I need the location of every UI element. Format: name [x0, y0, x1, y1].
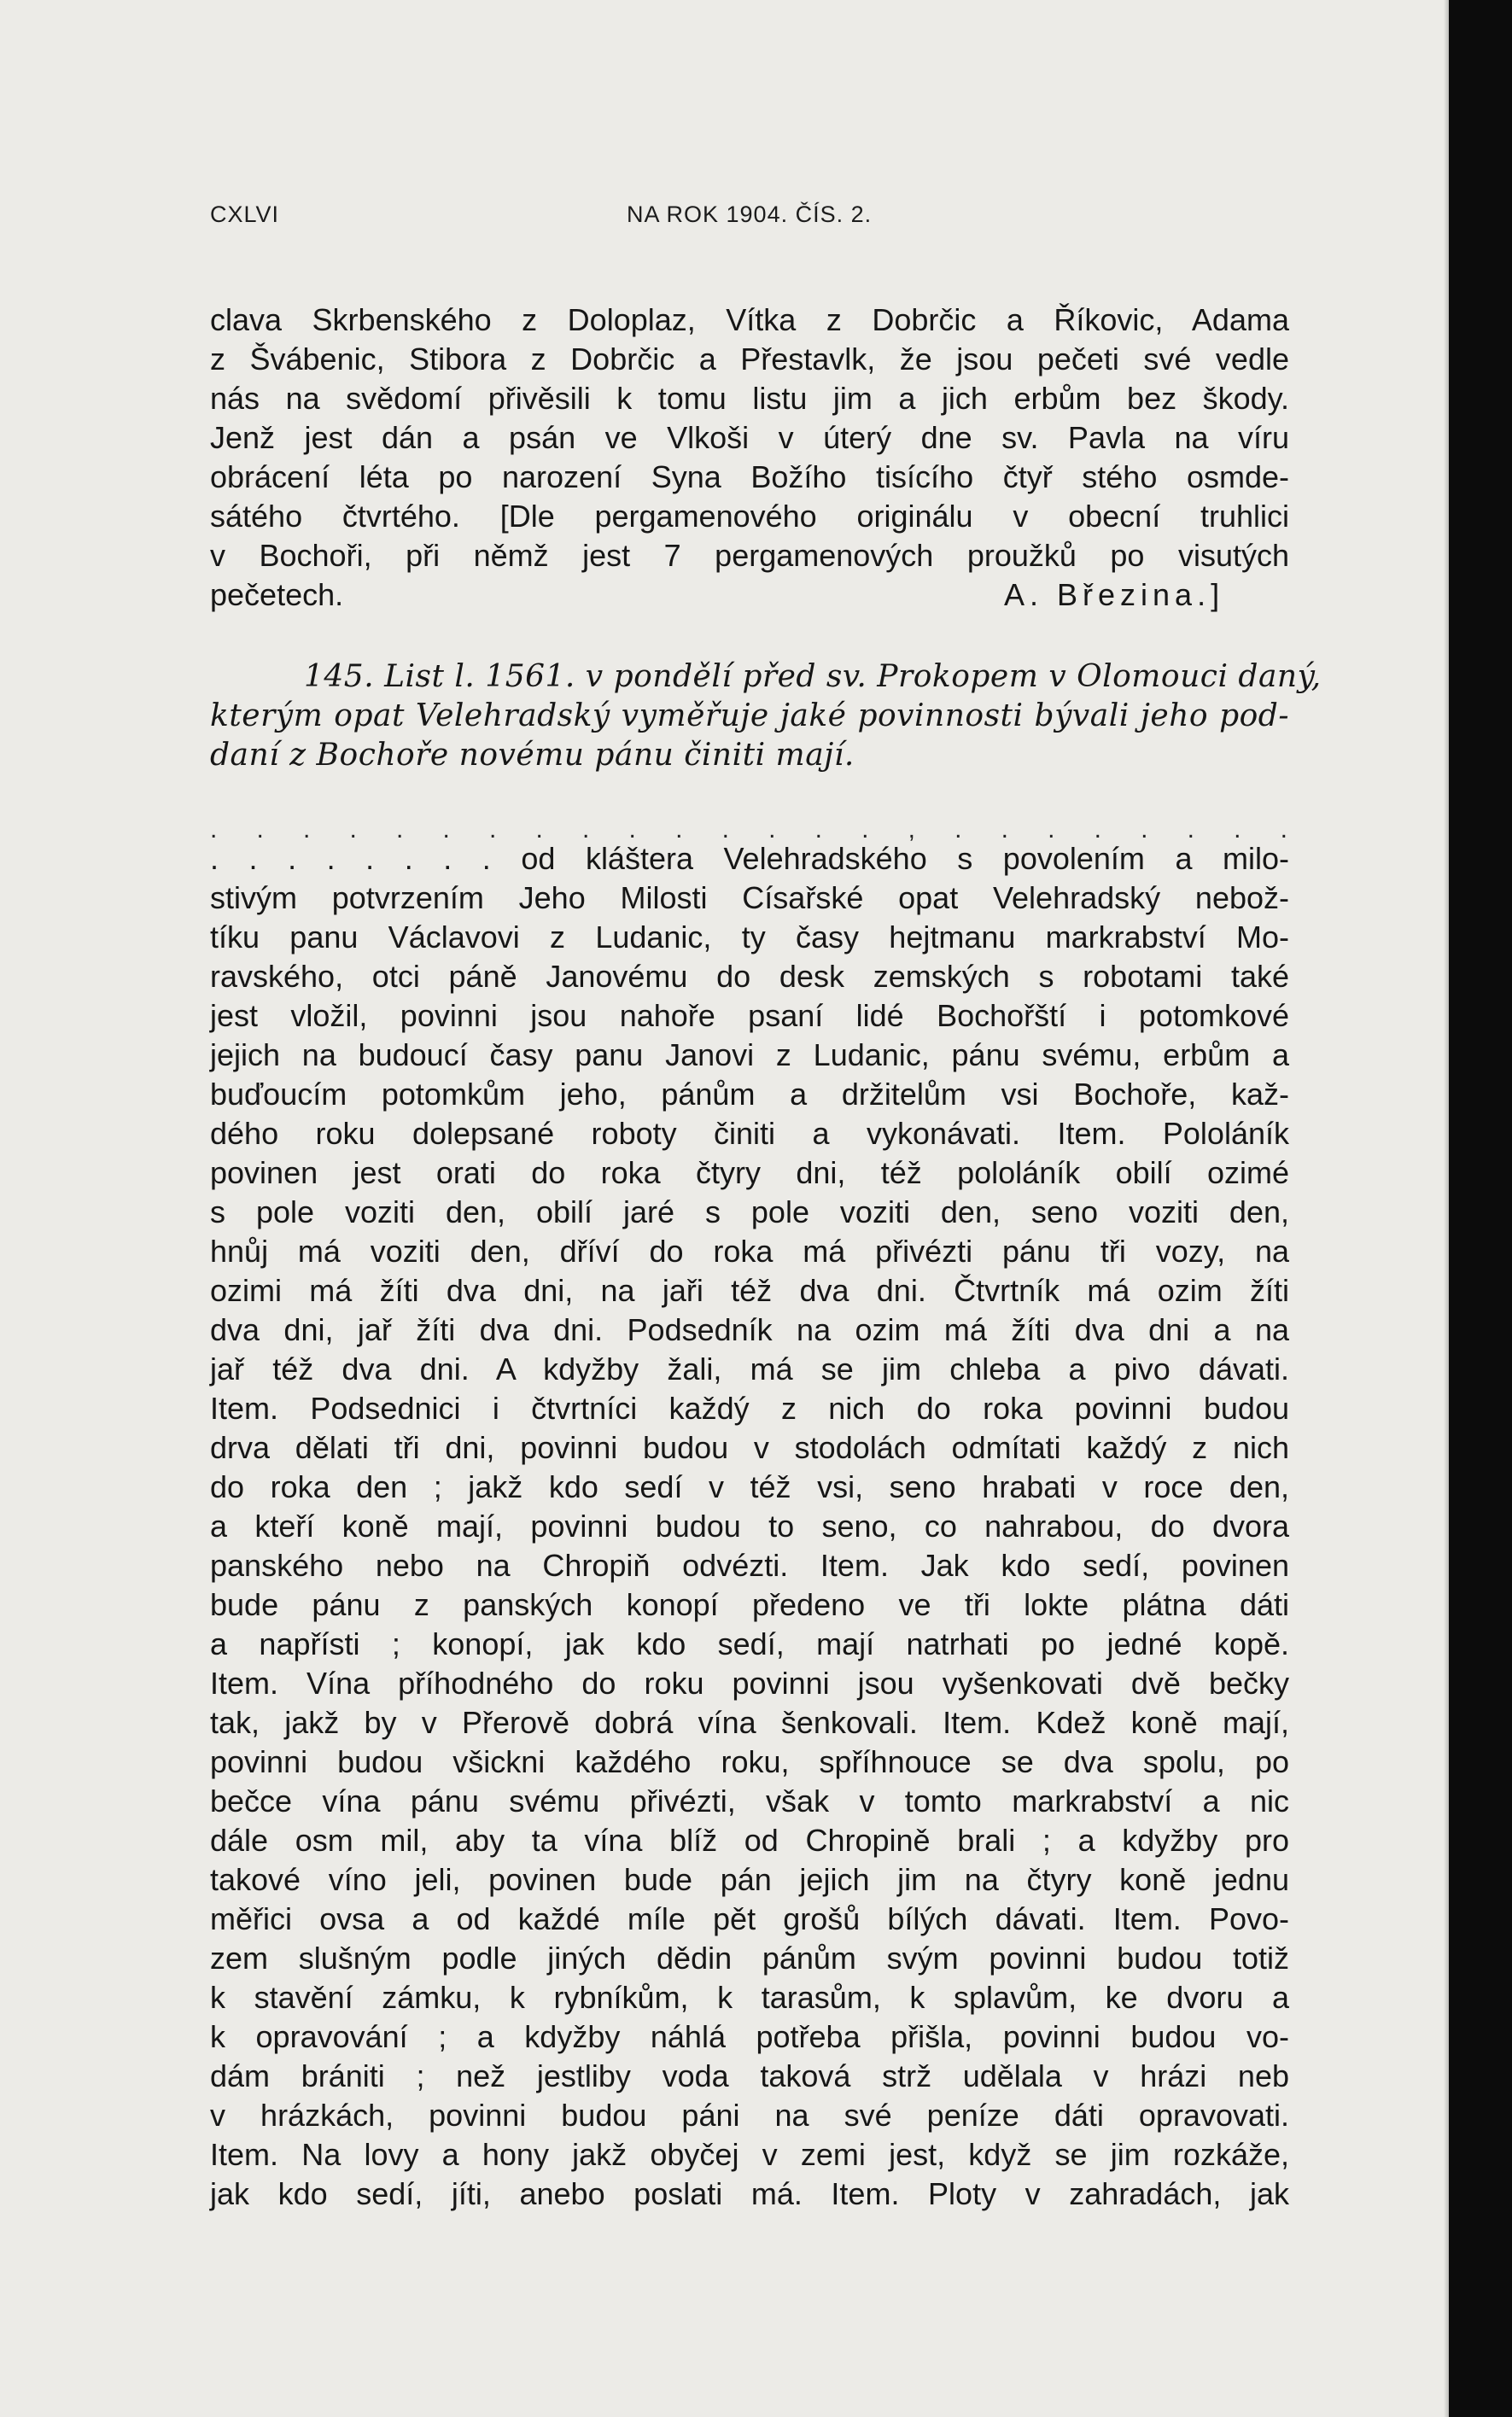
- text-line: ozimi má žíti dva dni, na jaři též dva dni. Čtvrtník má ozim žíti: [210, 1273, 1289, 1308]
- text-line: Item. Podsednici i čtvrtníci každý z nich do roka povinni budou: [210, 1391, 1289, 1426]
- main-paragraph: [210, 839, 1289, 2214]
- signature: A. Březina.]: [1004, 577, 1225, 612]
- text-line: sátého čtvrtého. [Dle pergamenového originálu v obecní truhlici: [210, 499, 1289, 534]
- text-line: k stavění zámku, k rybníkům, k tarasům, k splavům, ke dvoru a: [210, 1980, 1289, 2015]
- text-line: jest vložil, povinni jsou nahoře psaní lidé Bochořští i potomkové: [210, 998, 1289, 1033]
- continuation-paragraph: [210, 301, 1289, 615]
- text-line: jak kdo sedí, jíti, anebo poslati má. Item. Ploty v zahradách, jak: [210, 2176, 1289, 2211]
- text-line: dého roku dolepsané roboty činiti a vykonávati. Item. Pololáník: [210, 1116, 1289, 1151]
- text-line: stivým potvrzením Jeho Milosti Císařské opat Velehradský nebož-: [210, 880, 1289, 915]
- text-line: hnůj má voziti den, dříví do roka má přivézti pánu tři vozy, na: [210, 1234, 1289, 1269]
- running-header: [210, 201, 1289, 236]
- text-line: s pole voziti den, obilí jaré s pole voziti den, seno voziti den,: [210, 1194, 1289, 1229]
- text-line: tíku panu Václavovi z Ludanic, ty časy hejtmanu markrabství Mo-: [210, 920, 1289, 955]
- text-line: povinni budou všickni každého roku, spříhnouce se dva spolu, po: [210, 1744, 1289, 1779]
- text-line: povinen jest orati do roka čtyry dni, též pololáník obilí ozimé: [210, 1155, 1289, 1190]
- text-line: dám brániti ; než jestliby voda taková strž udělala v hrázi neb: [210, 2058, 1289, 2093]
- text-line: zem slušným podle jiných dědin pánům svým povinni budou totiž: [210, 1941, 1289, 1976]
- text-line: jař též dva dni. A kdyžby žali, má se jim chleba a pivo dávati.: [210, 1352, 1289, 1387]
- text-line: bude pánu z panských konopí předeno ve tři lokte plátna dáti: [210, 1587, 1289, 1622]
- ellipsis-row: . . . . . . . . . . . . . . . , . . . . . . . .: [210, 815, 1289, 844]
- text-line: Jenž jest dán a psán ve Vlkoši v úterý dne sv. Pavla na víru: [210, 420, 1289, 455]
- text-line: Item. Na lovy a hony jakž obyčej v zemi jest, když se jim rozkáže,: [210, 2137, 1289, 2172]
- text-line: dále osm mil, aby ta vína blíž od Chropině brali ; a kdyžby pro: [210, 1823, 1289, 1858]
- text-line: clava Skrbenského z Doloplaz, Vítka z Dobrčic a Říkovic, Adama: [210, 302, 1289, 337]
- text-line: v hrázkách, povinni budou páni na své peníze dáti opravovati.: [210, 2098, 1289, 2133]
- text-line: měřici ovsa a od každé míle pět grošů bílých dávati. Item. Povo-: [210, 1901, 1289, 1936]
- text-line: ravského, otci páně Janovému do desk zemských s robotami také: [210, 959, 1289, 994]
- text-line: takové víno jeli, povinen bude pán jejich jim na čtyry koně jednu: [210, 1862, 1289, 1897]
- text-line: panského nebo na Chropiň odvézti. Item. Jak kdo sedí, povinen: [210, 1548, 1289, 1583]
- text-line: v Bochoři, při němž jest 7 pergamenových proužků po visutých: [210, 538, 1289, 573]
- text-line: 145. List l. 1561. v pondělí před sv. Prokopem v Olomouci daný,: [304, 659, 1322, 694]
- last-line-text: pečetech.: [210, 577, 344, 612]
- text-line: a kteří koně mají, povinni budou to seno, co nahrabou, do dvora: [210, 1509, 1289, 1544]
- text-line: Item. Vína příhodného do roku povinni jsou vyšenkovati dvě bečky: [210, 1666, 1289, 1701]
- text-line: z Švábenic, Stibora z Dobrčic a Přestavlk, že jsou pečeti své vedle: [210, 342, 1289, 377]
- entry-145-heading: [210, 657, 1322, 775]
- text-line: jejich na budoucí časy panu Janovi z Ludanic, pánu svému, erbům a: [210, 1037, 1289, 1072]
- book-spine-edge: [1449, 0, 1512, 2417]
- text-line: do roka den ; jakž kdo sedí v též vsi, seno hrabati v roce den,: [210, 1469, 1289, 1504]
- text-line: obrácení léta po narození Syna Božího tisícího čtyř stého osmde-: [210, 459, 1289, 494]
- text-line-with-signature: [210, 575, 1289, 615]
- text-line: . . . . . . . . od kláštera Velehradského s povolením a milo-: [210, 841, 1289, 876]
- text-line: buďoucím potomkům jeho, pánům a držitelům vsi Bochoře, kaž-: [210, 1077, 1289, 1112]
- text-line: k opravování ; a kdyžby náhlá potřeba přišla, povinni budou vo-: [210, 2019, 1289, 2054]
- text-line: tak, jakž by v Přerově dobrá vína šenkovali. Item. Kdež koně mají,: [210, 1705, 1289, 1740]
- text-line: bečce vína pánu svému přivézti, však v tomto markrabství a nic: [210, 1784, 1289, 1819]
- text-line: nás na svědomí přivěsili k tomu listu jim a jich erbům bez škody.: [210, 381, 1289, 416]
- text-line: daní z Bochoře novému pánu činiti mají.: [210, 738, 855, 773]
- text-line: drva dělati tři dni, povinni budou v stodolách odmítati každý z nich: [210, 1430, 1289, 1465]
- running-title: NA ROK 1904. ČÍS. 2.: [627, 201, 873, 227]
- text-line: dva dni, jař žíti dva dni. Podsedník na ozim má žíti dva dni a na: [210, 1312, 1289, 1347]
- text-line: a napřísti ; konopí, jak kdo sedí, mají natrhati po jedné kopě.: [210, 1626, 1289, 1661]
- text-line: kterým opat Velehradský vyměřuje jaké povinnosti bývali jeho pod-: [210, 698, 1289, 733]
- page-number: CXLVI: [210, 201, 280, 227]
